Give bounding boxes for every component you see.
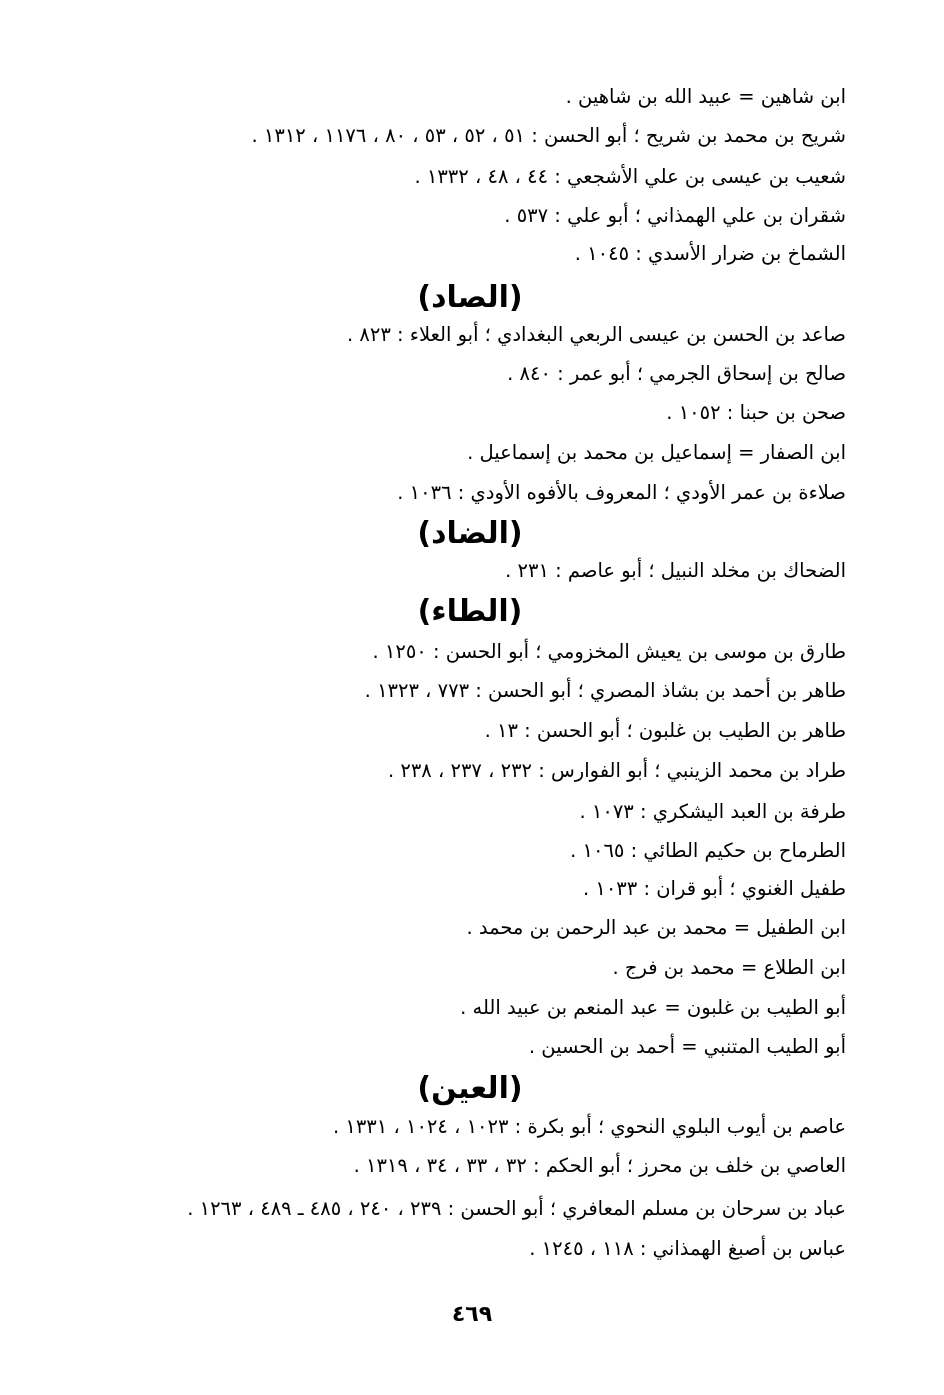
- index-entry: صالح بن إسحاق الجرمي ؛ أبو عمر : ٨٤٠ .: [507, 362, 846, 385]
- index-entry: صلاءة بن عمر الأودي ؛ المعروف بالأفوه الأودي : ١٠٣٦ .: [397, 481, 846, 504]
- index-entry: صحن بن حبنا : ١٠٥٢ .: [666, 401, 846, 424]
- index-entry: ابن الطفيل = محمد بن عبد الرحمن بن محمد .: [466, 916, 846, 939]
- index-entry: طاهر بن الطيب بن غلبون ؛ أبو الحسن : ١٣ .: [484, 719, 846, 742]
- index-entry: أبو الطيب بن غلبون = عبد المنعم بن عبيد الله .: [460, 996, 846, 1019]
- index-entry: شريح بن محمد بن شريح ؛ أبو الحسن : ٥١ ، ٥٢ ، ٥٣ ، ٨٠ ، ١١٧٦ ، ١٣١٢ .: [251, 124, 846, 147]
- index-entry: ابن شاهين = عبيد الله بن شاهين .: [565, 85, 846, 108]
- index-entry: شعيب بن عيسى بن علي الأشجعي : ٤٤ ، ٤٨ ، ١٣٣٢ .: [414, 165, 846, 188]
- section-heading: (الصاد): [417, 280, 523, 315]
- index-entry: ابن الصفار = إسماعيل بن محمد بن إسماعيل .: [467, 441, 846, 464]
- page-number: ٤٦٩: [451, 1302, 493, 1327]
- index-entry: الشماخ بن ضرار الأسدي : ١٠٤٥ .: [574, 242, 846, 265]
- index-entry: صاعد بن الحسن بن عيسى الربعي البغدادي ؛ أبو العلاء : ٨٢٣ .: [347, 323, 846, 346]
- index-entry: طراد بن محمد الزينبي ؛ أبو الفوارس : ٢٣٢ ، ٢٣٧ ، ٢٣٨ .: [387, 759, 846, 782]
- index-entry: عباد بن سرحان بن مسلم المعافري ؛ أبو الحسن : ٢٣٩ ، ٢٤٠ ، ٤٨٥ ـ ٤٨٩ ، ١٢٦٣ .: [187, 1197, 846, 1220]
- index-entry: طفيل الغنوي ؛ أبو قران : ١٠٣٣ .: [582, 877, 846, 900]
- index-entry: عباس بن أصبغ الهمذاني : ١١٨ ، ١٢٤٥ .: [529, 1237, 846, 1260]
- index-entry: شقران بن علي الهمذاني ؛ أبو علي : ٥٣٧ .: [504, 204, 846, 227]
- index-entry: الطرماح بن حكيم الطائي : ١٠٦٥ .: [570, 839, 846, 862]
- section-heading: (الطاء): [417, 594, 523, 629]
- section-heading: (الضاد): [417, 516, 523, 551]
- section-heading: (العين): [417, 1071, 523, 1106]
- index-entry: أبو الطيب المتنبي = أحمد بن الحسين .: [528, 1035, 846, 1058]
- index-entry: طاهر بن أحمد بن بشاذ المصري ؛ أبو الحسن : ٧٧٣ ، ١٣٢٣ .: [364, 679, 846, 702]
- index-entry: طرفة بن العبد اليشكري : ١٠٧٣ .: [579, 800, 846, 823]
- index-entry: ابن الطلاع = محمد بن فرج .: [612, 956, 846, 979]
- index-entry: العاصي بن خلف بن محرز ؛ أبو الحكم : ٣٢ ، ٣٣ ، ٣٤ ، ١٣١٩ .: [353, 1154, 846, 1177]
- index-entry: الضحاك بن مخلد النبيل ؛ أبو عاصم : ٢٣١ .: [505, 559, 846, 582]
- index-entry: طارق بن موسى بن يعيش المخزومي ؛ أبو الحسن : ١٢٥٠ .: [372, 640, 846, 663]
- index-entry: عاصم بن أيوب البلوي النحوي ؛ أبو بكرة : ١٠٢٣ ، ١٠٢٤ ، ١٣٣١ .: [332, 1115, 846, 1138]
